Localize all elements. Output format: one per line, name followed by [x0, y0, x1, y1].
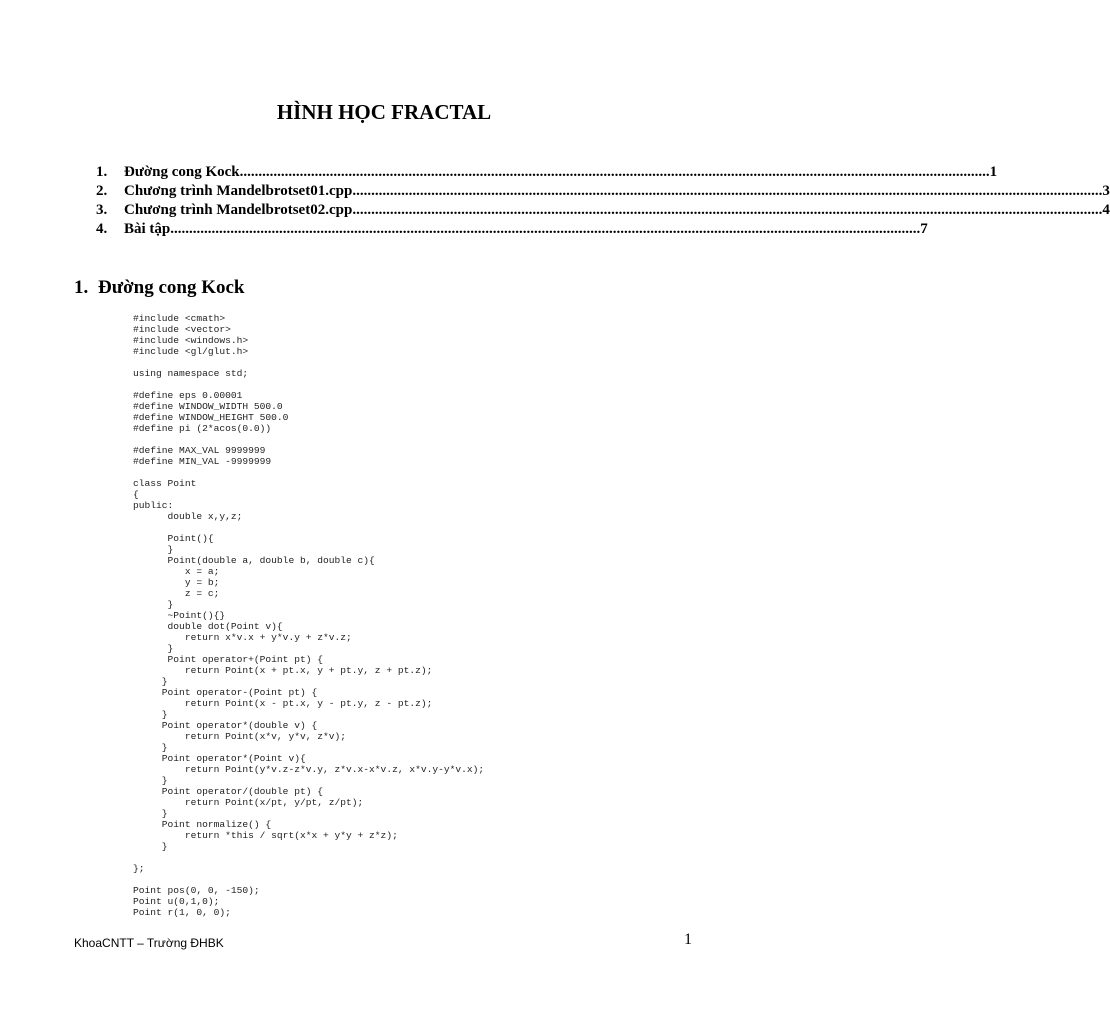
table-of-contents [96, 163, 1110, 239]
toc-entry-page: 4 [1102, 202, 1110, 218]
footer-text: KhoaCNTT – Trường ĐHBK [74, 936, 224, 950]
toc-entry-number: 3. [96, 202, 108, 218]
toc-entry-page: 3 [1102, 183, 1110, 199]
toc-entry-label: Chương trình Mandelbrotset01.cpp [124, 183, 353, 199]
section-heading [74, 277, 245, 299]
toc-leader-dots: ........................................................................................................................................................................................................ [239, 164, 990, 180]
toc-entry-page: 1 [989, 164, 998, 180]
toc-leader-dots: ........................................................................................................................................................................................................ [352, 183, 1103, 199]
toc-entry [96, 163, 998, 182]
toc-entry-label: Bài tập [124, 221, 171, 237]
toc-entry [96, 182, 1110, 201]
toc-entry-number: 4. [96, 221, 108, 237]
toc-leader-dots: ........................................................................................................................................................................................................ [352, 202, 1103, 218]
toc-entry-number: 1. [96, 164, 108, 180]
toc-entry-page: 7 [920, 221, 928, 237]
toc-entry-label: Chương trình Mandelbrotset02.cpp [124, 202, 353, 218]
document-title: HÌNH HỌC FRACTAL [276, 100, 492, 124]
toc-entry [96, 201, 1110, 220]
section-number: 1. [74, 277, 89, 298]
section-title: Đường cong Kock [98, 277, 245, 298]
toc-leader-dots: ........................................................................................................................................................................................................ [170, 221, 921, 237]
toc-entry-label: Đường cong Kock [124, 164, 240, 180]
code-listing: #include <cmath> #include <vector> #include <windows.h> #include <gl/glut.h> using namespace std; #define eps 0.00001 #define WINDOW_WIDTH 500.0 #define WINDOW_HEIGHT 500.0 #define pi (2*acos(0.0)) #define MAX_VAL 9999999 #define MIN_VAL -9999999 class Point { public: double x,y,z; Point(){ } Point(double a, double b, double c){ x = a; y = b; z = c; } ~Point(){} double dot(Point v){ return x*v.x + y*v.y + z*v.z; } Point operator+(Point pt) { return Point(x + pt.x, y + pt.y, z + pt.z); } Point operator-(Point pt) { return Point(x - pt.x, y - pt.y, z - pt.z); } Point operator*(double v) { return Point(x*v, y*v, z*v); } Point operator*(Point v){ return Point(y*v.z-z*v.y, z*v.x-x*v.z, x*v.y-y*v.x); } Point operator/(double pt) { return Point(x/pt, y/pt, z/pt); } Point normalize() { return *this / sqrt(x*x + y*y + z*z); } }; Point pos(0, 0, -150); Point u(0,1,0); Point r(1, 0, 0); [133, 313, 485, 918]
toc-entry-number: 2. [96, 183, 108, 199]
toc-entry [96, 220, 928, 239]
page-number: 1 [684, 931, 692, 948]
